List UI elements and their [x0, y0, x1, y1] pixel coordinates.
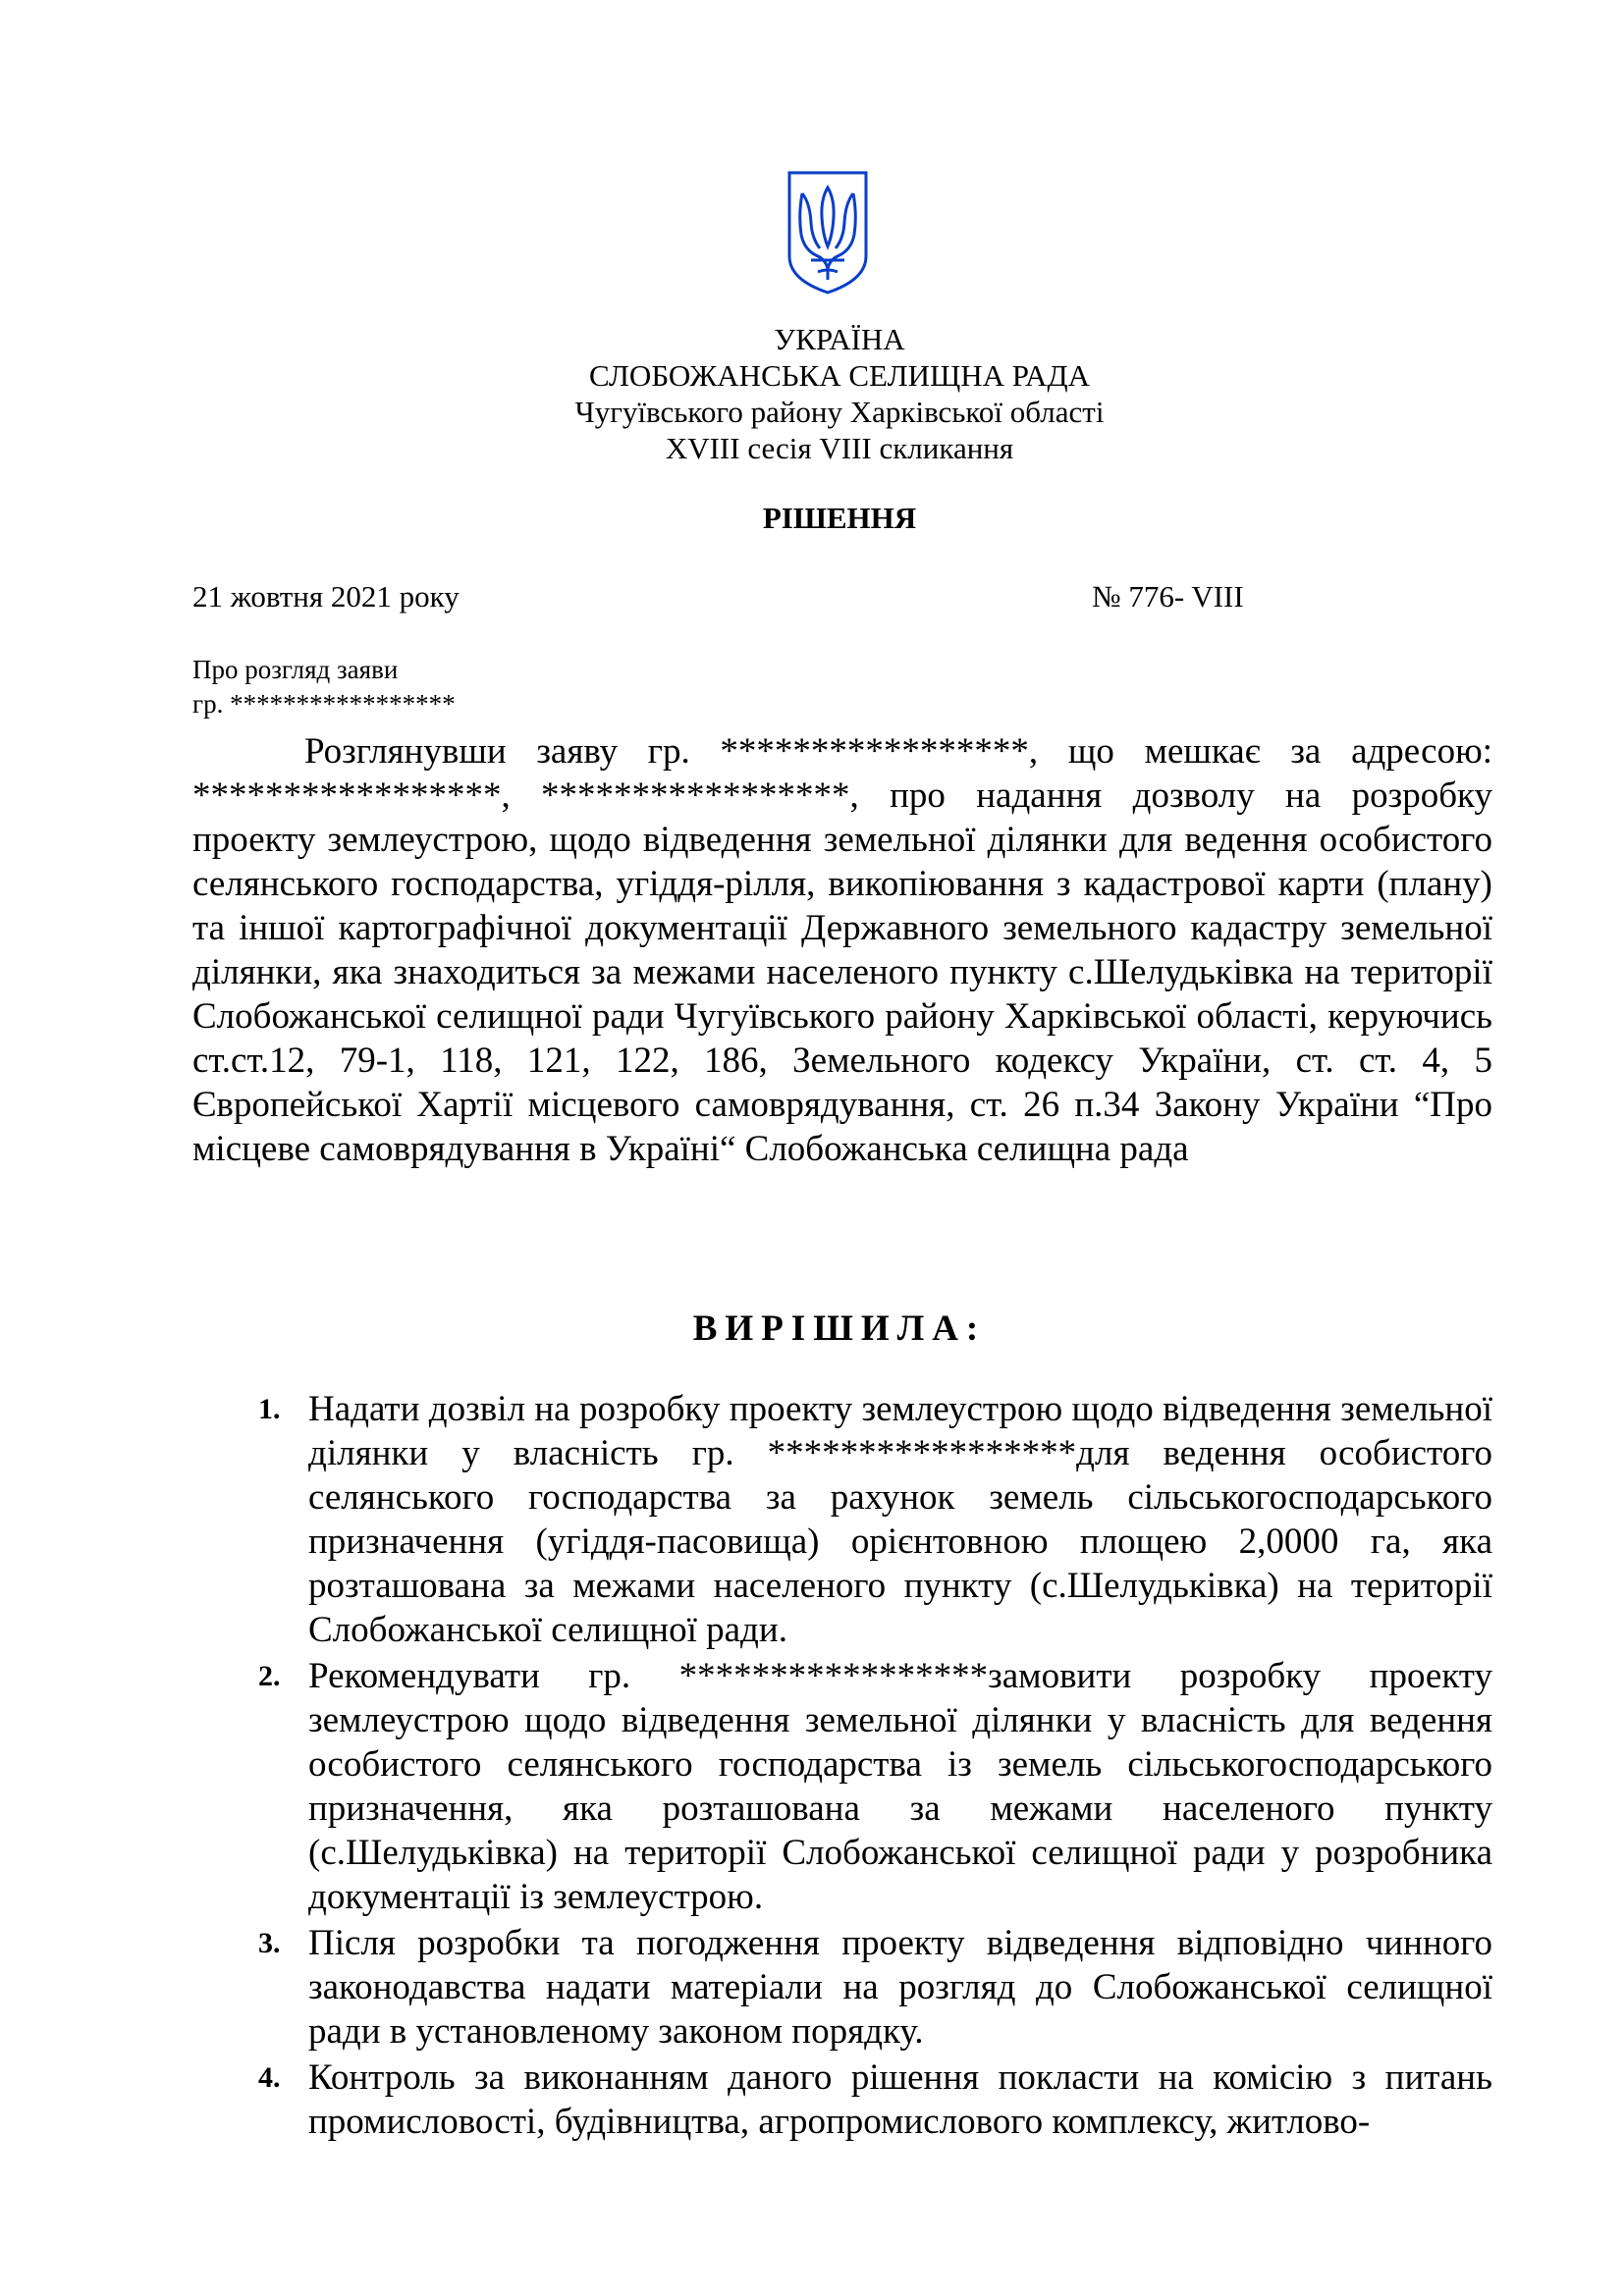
subject-line-2: гр. ***************** [192, 689, 456, 719]
decision-item-text: Рекомендувати гр. *****************замовити розробку проекту землеустрою щодо відведення земельної ділянки у власність для ведення особистого селянського господарства із земель сільськогосподарського призначення, яка розташована за межами населеного пункту (с.Шелудьківка) на території Слобожанської селищної ради у розробника документації із землеустрою. [308, 1656, 1492, 1917]
preamble-paragraph: Розглянувши заяву гр. *****************, що мешкає за адресою: *****************, *****************, про надання дозволу на розробку проекту землеустрою, щодо відведення земельної ділянки для ведення особистого селянського господарства, угіддя-рілля, викопіювання з кадастрової карти (плану) та іншої картографічної документації Державного земельного кадастру земельної ділянки, яка знаходиться за межами населеного пункту с.Шелудьківка на території Слобожанської селищної ради Чугуївського району Харківської області, керуючись ст.ст.12, 79-1, 118, 121, 122, 186, Земельного кодексу України, ст. ст. 4, 5 Європейської Хартії місцевого самоврядування, ст. 26 п.34 Закону України “Про місцеве самоврядування в Україні“ Слобожанська селищна рада [192, 731, 1492, 1169]
document-title: РІШЕННЯ [762, 501, 917, 535]
decision-item-text: Контроль за виконанням даного рішення покласти на комісію з питань промисловості, будівництва, агропромислового комплексу, житлово- [308, 2057, 1492, 2142]
decision-item-number: 1. [258, 1393, 281, 1425]
decision-number: № 776- VIII [1092, 579, 1244, 614]
decision-item-text: Надати дозвіл на розробку проекту землеустрою щодо відведення земельної ділянки у власність гр. *****************для ведення особистого селянського господарства за рахунок земель сільськогосподарського призначення (угіддя-пасовища) орієнтовною площею 2,0000 га, яка розташована за межами населеного пункту (с.Шелудьківка) на території Слобожанської селищної ради. [308, 1389, 1492, 1650]
decision-item-number: 4. [258, 2061, 281, 2094]
subject-line-1: Про розгляд заяви [192, 655, 399, 684]
decision-item-number: 2. [258, 1660, 281, 1692]
decision-item-text: Після розробки та погодження проекту відведення відповідно чинного законодавства надати матеріали на розгляд до Слобожанської селищної ради в установленому законом порядку. [308, 1923, 1492, 2052]
decision-date: 21 жовтня 2021 року [192, 579, 460, 614]
district-name: Чугуївського району Харківської області [574, 395, 1105, 429]
council-name: СЛОБОЖАНСЬКА СЕЛИЩНА РАДА [589, 358, 1090, 393]
decision-item-number: 3. [258, 1927, 281, 1959]
session-info: XVIII сесія VIII скликання [665, 431, 1014, 465]
country-name: УКРАЇНА [774, 322, 905, 356]
decided-heading: ВИРІШИЛА: [692, 1308, 987, 1349]
coat-of-arms-trident-icon [785, 170, 870, 295]
